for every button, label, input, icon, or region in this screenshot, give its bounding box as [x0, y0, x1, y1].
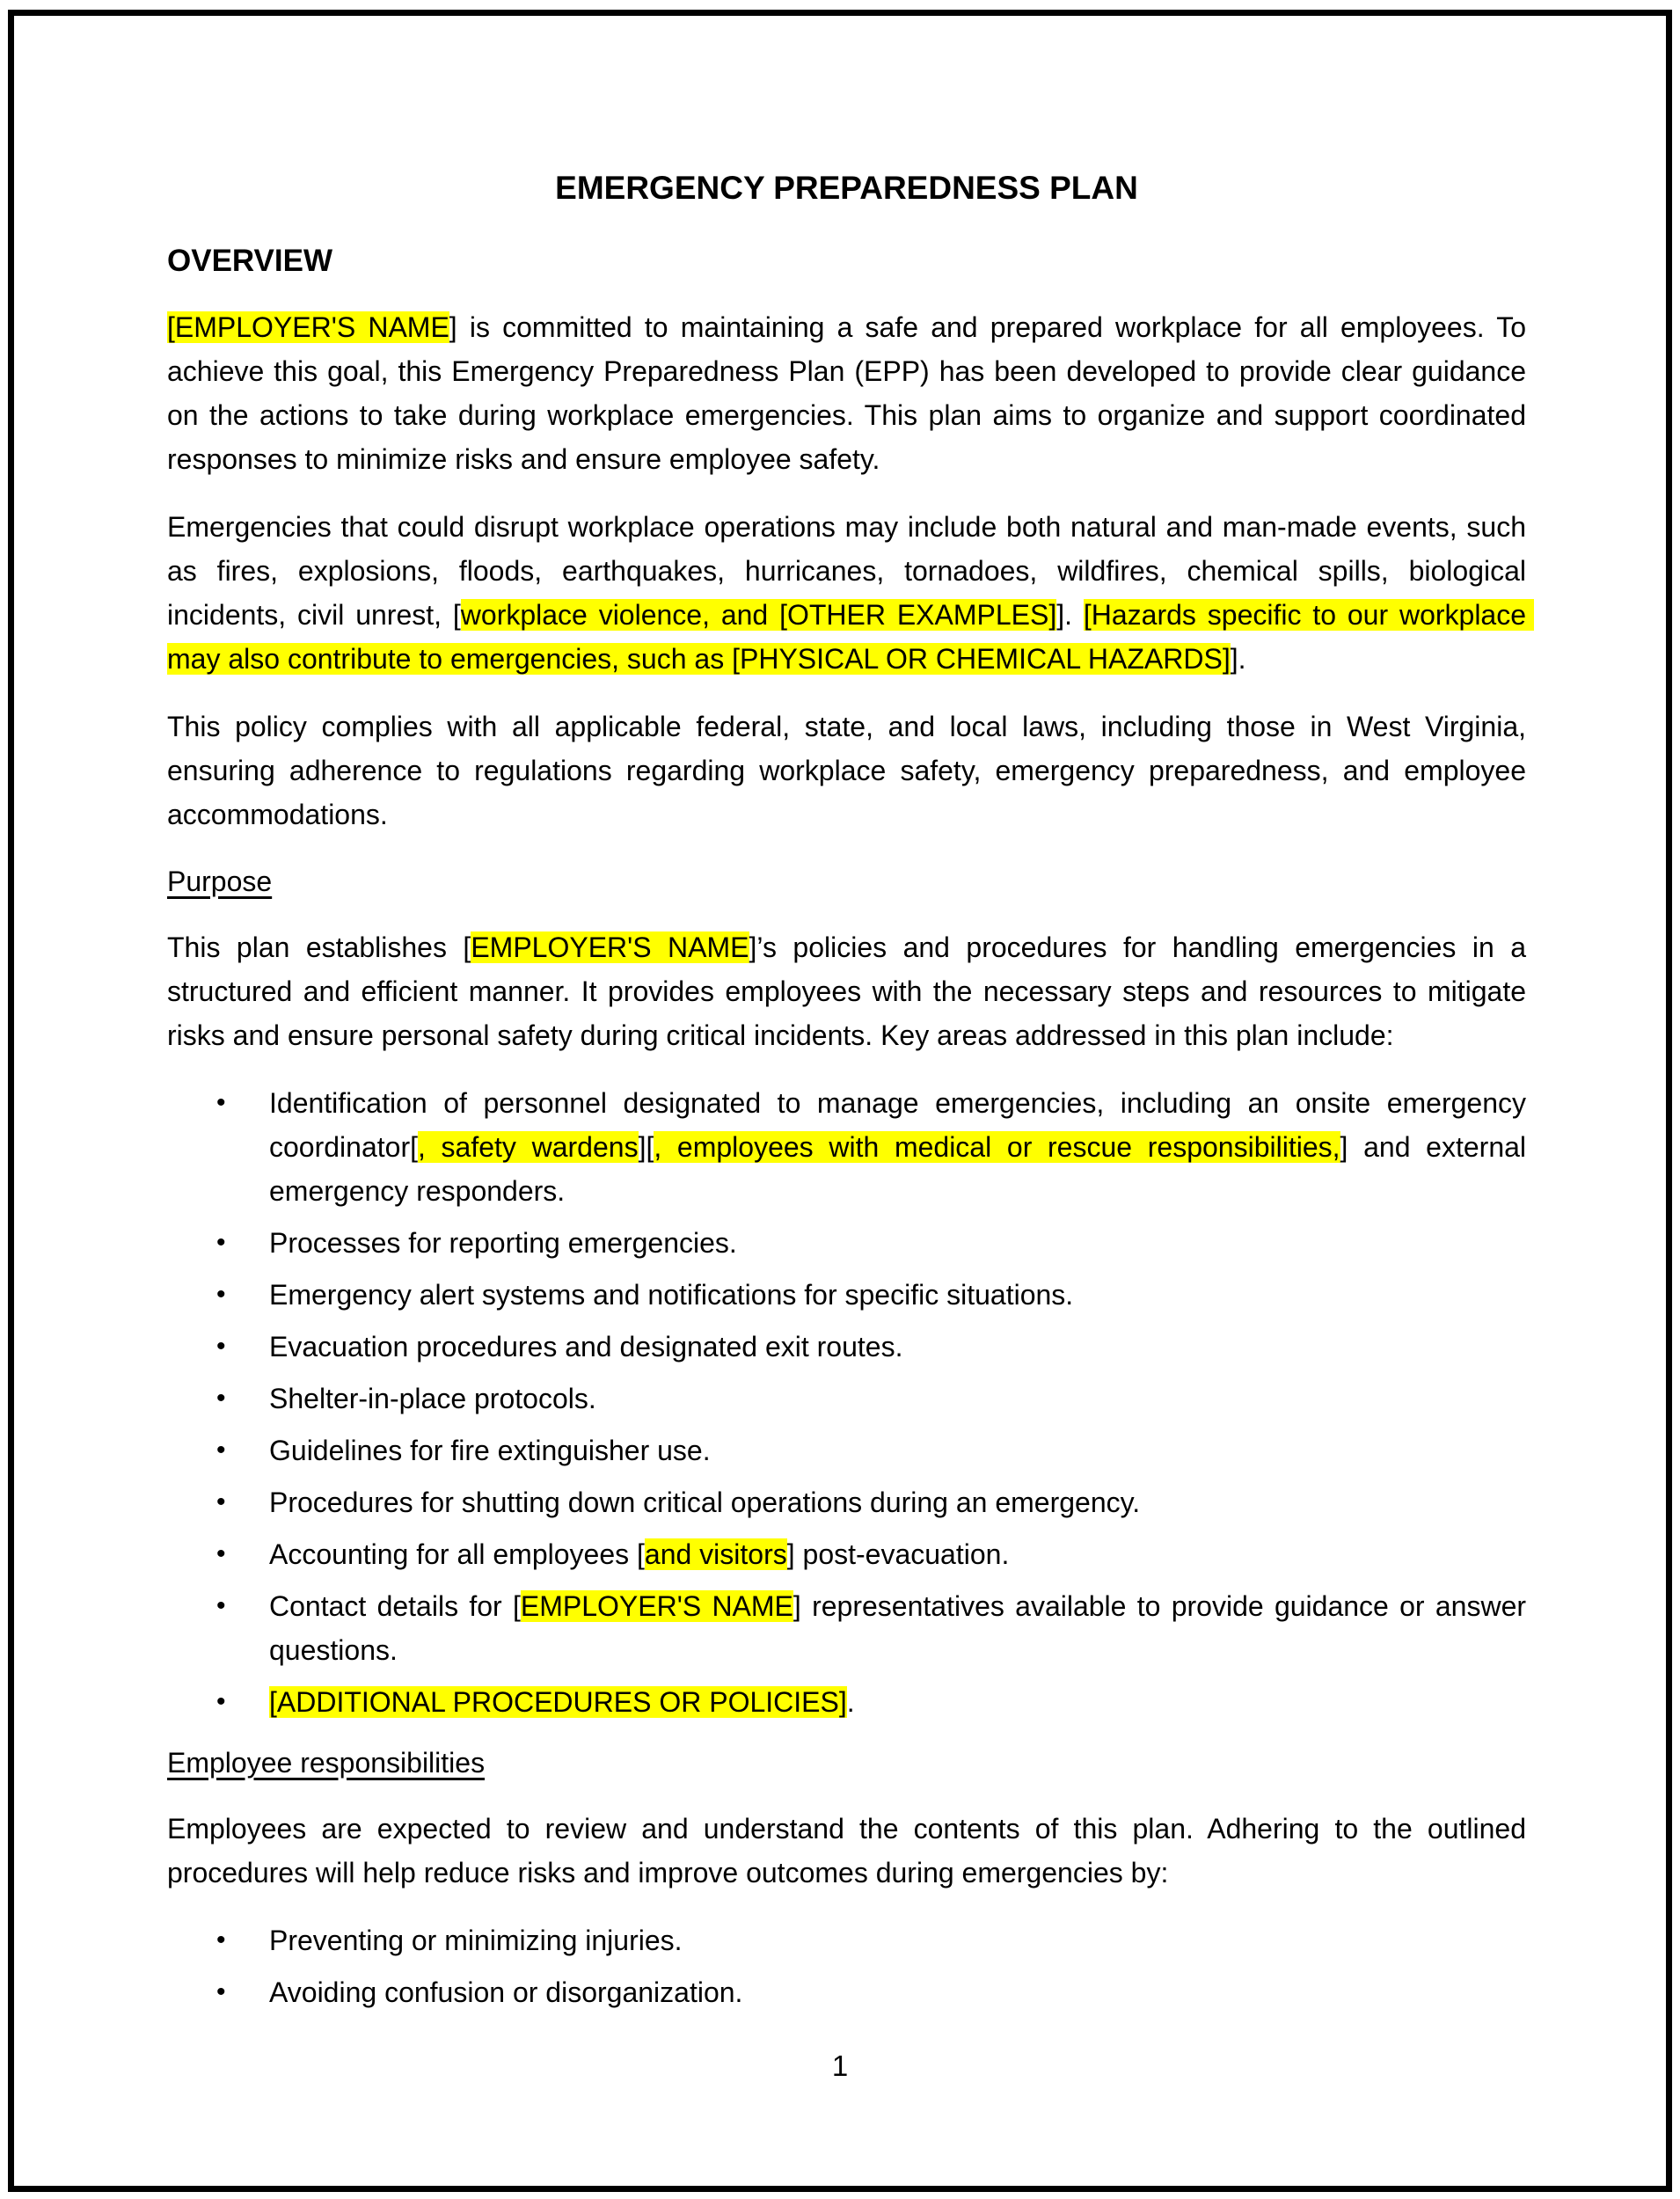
list-item: [167, 1377, 1526, 1421]
text-run: ] is committed to maintaining a safe and prepared workplace for all employees. To achieve this goal, this Emergency Preparedness Plan (EPP) has been developed to provide clear guidance on the actions to take during workplace emergencies. This plan aims to organize and support coordinated responses to minimize risks and ensure employee safety.: [167, 311, 1534, 475]
text-run: ].: [1230, 643, 1246, 675]
text-run: ].: [1056, 599, 1084, 631]
bullet-icon: •: [216, 1539, 226, 1568]
text-run: Guidelines for fire extinguisher use.: [269, 1435, 711, 1466]
text-run: .: [846, 1686, 855, 1718]
paragraph: [167, 705, 1534, 836]
bullet-icon: •: [216, 1384, 226, 1413]
paragraph: [167, 305, 1534, 481]
highlighted-text-run: EMPLOYER'S NAME: [520, 1590, 793, 1622]
paragraph: [167, 505, 1534, 681]
list-item: [167, 1428, 1526, 1472]
list-item: [167, 1918, 1526, 1962]
text-run: ] and external emergency responders.: [269, 1131, 1534, 1207]
highlighted-text-run: , employees with medical or rescue responsibilities,: [654, 1131, 1340, 1163]
section-heading: OVERVIEW: [167, 244, 333, 278]
text-run: This plan establishes [: [167, 931, 471, 963]
text-run: Identification of personnel designated to manage emergencies, including an onsite emergency coordinator[: [269, 1087, 1534, 1163]
text-run: Contact details for [: [269, 1590, 521, 1622]
bullet-icon: •: [216, 1088, 226, 1117]
section-heading: Employee responsibilities: [167, 1747, 486, 1779]
highlighted-text-run: [ADDITIONAL PROCEDURES OR POLICIES]: [269, 1686, 847, 1718]
list-item: [167, 1221, 1526, 1265]
list-item: [167, 1081, 1534, 1213]
highlighted-text-run: [Hazards specific to our workplace may also contribute to emergencies, such as [PHYSICAL OR CHEMICAL HAZARDS]: [167, 599, 1534, 675]
bullet-icon: •: [216, 1332, 226, 1361]
highlighted-text-run: [EMPLOYER'S NAME: [167, 311, 449, 343]
text-run: Shelter-in-place protocols.: [269, 1383, 596, 1414]
highlighted-text-run: EMPLOYER'S NAME: [471, 931, 749, 963]
highlighted-text-run: workplace violence, and [OTHER EXAMPLES]: [460, 599, 1057, 631]
list-item: [167, 1325, 1526, 1369]
text-run: ] post-evacuation.: [786, 1538, 1010, 1570]
bullet-icon: •: [216, 1687, 226, 1716]
text-run: ] representatives available to provide guidance or answer questions.: [269, 1590, 1534, 1666]
bullet-icon: •: [216, 1977, 226, 2006]
bullet-list: [167, 1081, 1534, 1724]
text-run: ][: [638, 1131, 654, 1163]
paragraph: [167, 1807, 1534, 1895]
text-run: Preventing or minimizing injuries.: [269, 1925, 683, 1956]
text-run: Employees are expected to review and understand the contents of this plan. Adhering to the outlined procedures will help reduce risks and improve outcomes during emergencies by:: [167, 1813, 1534, 1889]
text-run: ]’s policies and procedures for handling emergencies in a structured and efficient manner. It provides employees with the necessary steps and resources to mitigate risks and ensure personal safety during critical incidents. Key areas addressed in this plan include:: [167, 931, 1534, 1051]
text-run: Processes for reporting emergencies.: [269, 1227, 737, 1259]
highlighted-text-run: and visitors: [644, 1538, 787, 1570]
section-heading: Purpose: [167, 866, 273, 897]
list-item: [167, 1532, 1526, 1576]
bullet-icon: •: [216, 1436, 226, 1465]
text-run: Procedures for shutting down critical operations during an emergency.: [269, 1487, 1141, 1518]
list-item: [167, 1680, 1526, 1724]
bullet-icon: •: [216, 1925, 226, 1954]
text-run: Accounting for all employees [: [269, 1538, 645, 1570]
paragraph: [167, 925, 1534, 1057]
document-body: [167, 240, 1534, 2014]
bullet-icon: •: [216, 1228, 226, 1257]
text-run: Emergencies that could disrupt workplace operations may include both natural and man-made events, such as fires, explosions, floods, earthquakes, hurricanes, tornadoes, wildfires, chemical spills, biological incidents, civil unrest, [: [167, 511, 1534, 631]
list-item: [167, 1273, 1526, 1317]
list-item: [167, 1584, 1534, 1672]
list-item: [167, 1480, 1526, 1524]
list-item: [167, 1970, 1526, 2014]
bullet-icon: •: [216, 1487, 226, 1516]
bullet-icon: •: [216, 1280, 226, 1309]
text-run: Emergency alert systems and notifications for specific situations.: [269, 1279, 1074, 1311]
text-run: This policy complies with all applicable federal, state, and local laws, including those in West Virginia, ensuring adherence to regulations regarding workplace safety, emergency preparedness, and employee accommodations.: [167, 711, 1534, 830]
bullet-list: [167, 1918, 1526, 2014]
text-run: Evacuation procedures and designated exit routes.: [269, 1331, 903, 1363]
highlighted-text-run: , safety wardens: [417, 1131, 639, 1163]
page-number: 1: [831, 2049, 849, 2082]
text-run: Avoiding confusion or disorganization.: [269, 1976, 743, 2008]
document-content: [167, 169, 1534, 2032]
document-title: EMERGENCY PREPAREDNESS PLAN: [555, 170, 1138, 206]
bullet-icon: •: [216, 1591, 226, 1620]
